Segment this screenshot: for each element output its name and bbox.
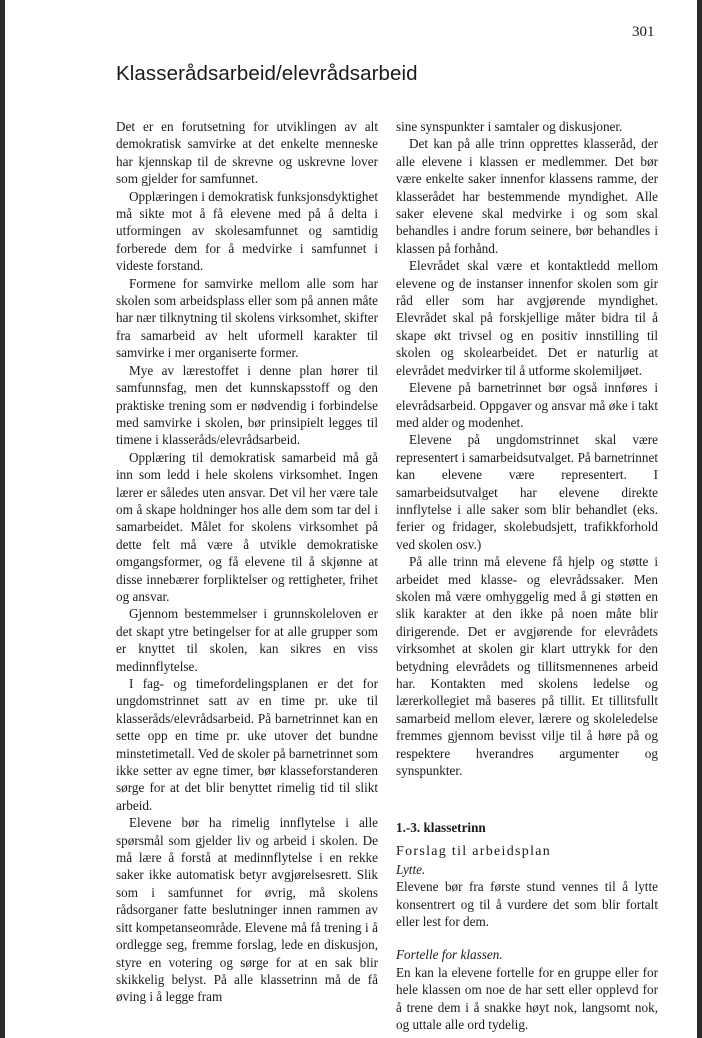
page-number: 301 (632, 24, 655, 40)
section-subheading: Forslag til arbeidsplan (396, 843, 552, 859)
section-heading: 1.-3. klassetrinn (396, 820, 486, 836)
paragraph: På alle trinn må elevene få hjelp og støtte i arbeidet med klasse- og elevrådssaker. Men skolen må være omhyggelig med å gi støtten en slik karakter at den ikke på noen måte blir dirigerende. Det er avgjørende for elevrådets virksomhet at skolen gir klart uttrykk for den betydning elevrådets og tillitsmennenes arbeid har. Kontakten med skolens ledelse og lærerkollegiet må baseres på tillit. Et tillitsfullt samarbeid mellom elever, lærere og skoleledelse fremmes gjennom bevisst vilje til å høre på og respektere hverandres argumenter og synspunkter. (396, 554, 658, 779)
paragraph: Elevene på barnetrinnet bør også innføres i elevrådsarbeid. Oppgaver og ansvar må øke i takt med alder og modenhet. (396, 380, 658, 430)
paragraph: Det kan på alle trinn opprettes klasseråd, der alle elevene i klassen er medlemmer. Det bør være enkelte saker innenfor klassens ramme, der klasserådet har bestemmende myndighet. Alle saker elevene skal medvirke i og som skal behandles i andre forum seinere, bør behandles i klassen på forhånd. (396, 136, 658, 256)
paragraph: Elevrådet skal være et kontaktledd mellom elevene og de instanser innenfor skolen som gir råd eller som har avgjørende myndighet. Elevrådet skal på forskjellige måter bidra til å skape økt trivsel og en positiv innstilling til skolen og skolearbeidet. Det er naturlig at elevrådet medvirker til å utforme skolemiljøet. (396, 258, 658, 378)
left-column (116, 118, 378, 1006)
page-title: Klasserådsarbeid/elevrådsarbeid (116, 62, 418, 85)
paragraph: I fag- og timefordelingsplanen er det for ungdomstrinnet satt av en time pr. uke til klasseråds/elevrådsarbeid. På barnetrinnet kan en sette opp en time pr. uke utover det bundne minstetimetall. Ved de skoler på barnetrinnet som ikke setter av egne timer, bør klasseforstanderen sørge for at det blir benyttet rimelig tid til slikt arbeid. (116, 676, 378, 813)
paragraph: sine synspunkter i samtaler og diskusjoner. (396, 119, 623, 134)
paragraph: Elevene bør ha rimelig innflytelse i alle spørsmål som gjelder liv og arbeid i skolen. De må lære å forstå at medinnflytelse i en rekke saker ikke automatisk betyr avgjørelsesrett. Slik som i samfunnet for øvrig, må skolens rådsorganer fatte beslutninger innen rammen av sitt kompetanseområde. Elevene må få trening i å ordlegge seg, fremme forslag, lede en diskusjon, styre en votering og sørge for at en sak blir skikkelig belyst. På alle klassetrinn må de få øving i å legge fram (116, 815, 378, 1005)
paragraph: Det er en forutsetning for utviklingen av alt demokratisk samvirke at det enkelte menneske har kjennskap til de skrevne og uskrevne lover som gjelder for samfunnet. (116, 119, 378, 187)
right-column (396, 118, 658, 1034)
paragraph: Opplæring til demokratisk samarbeid må gå inn som ledd i hele skolens virksomhet. Ingen lærer er således uten ansvar. Det vil her være tale om å skape holdninger hos alle dem som tar del i samarbeidet. Målet for skolens virksomhet på dette felt må være å utvikle demokratiske omgangsformer, og få elevene til å skjønne at disse innebærer forpliktelser og rettigheter, frihet og ansvar. (116, 449, 378, 604)
item-text: Elevene bør fra første stund vennes til å lytte konsentrert og til å vurdere det som blir fortalt eller lest for dem. (396, 879, 658, 930)
paragraph: Mye av lærestoffet i denne plan hører til samfunnsfag, men det kunnskapsstoff og den praktiske trening som er nødvendig i forbindelse med samvirke i skolen, bør prinsipielt legges til timene i klasseråds/elevrådsarbeid. (116, 362, 378, 448)
paragraph: Formene for samvirke mellom alle som har skolen som arbeidsplass eller som på annen måte har nær tilknytning til skolens virksomhet, skifter fra samarbeid av helt uformell karakter til samvirke i mer organiserte former. (116, 275, 378, 361)
paragraph: Opplæringen i demokratisk funksjonsdyktighet må sikte mot å få elevene med på å delta i utformingen av skolesamfunnet og samtidig forberede dem for å medvirke i samfunnet i videste forstand. (116, 188, 378, 274)
paragraph: Elevene på ungdomstrinnet skal være representert i samarbeidsutvalget. På barnetrinnet kan elevene være representert. I samarbeidsutvalget har elevene direkte innflytelse i alle saker som blir behandlet (eks. ferier og fridager, skolebudsjett, trafikkforhold ved skolen osv.) (396, 432, 658, 552)
item-title: Lytte. (396, 861, 426, 877)
item-title: Fortelle for klassen. (396, 947, 503, 963)
right-page-border (697, 0, 702, 1038)
left-page-border (0, 0, 5, 1038)
item-text: En kan la elevene fortelle for en gruppe eller for hele klassen om noe de har sett eller opplevd for å trene dem i å snakke høyt nok, langsomt nok, og uttale alle ord tydelig. (396, 964, 658, 1033)
paragraph: Gjennom bestemmelser i grunnskoleloven er det skapt ytre betingelser for at alle grupper som er knyttet til skolen, kan sikres en viss medinnflytelse. (116, 606, 378, 674)
